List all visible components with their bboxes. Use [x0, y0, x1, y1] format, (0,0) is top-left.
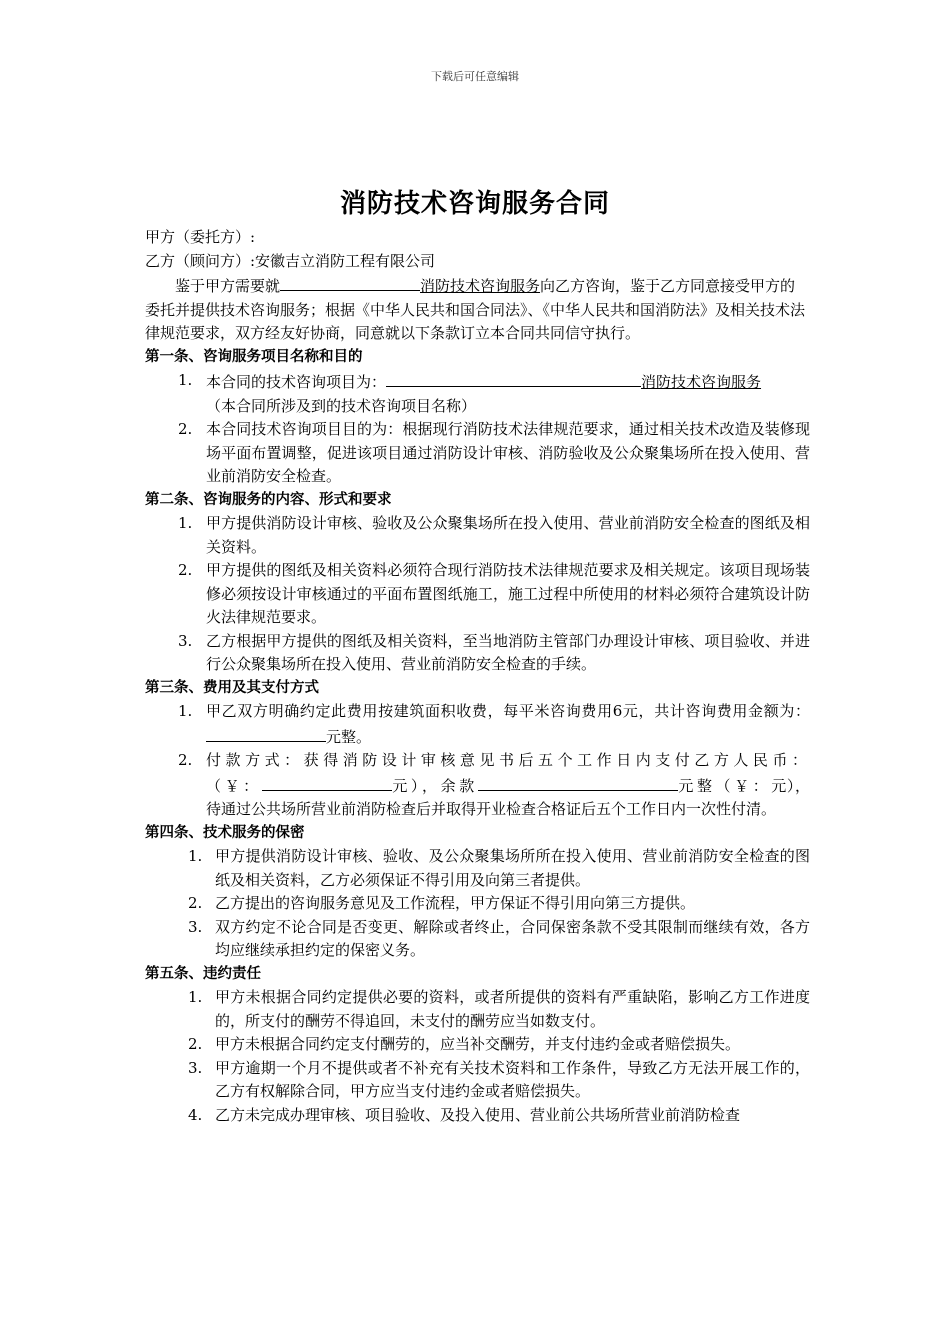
item-text: 乙方根据甲方提供的图纸及相关资料，至当地消防主管部门办理设计审核、项目验收、并进行公众聚集场所在投入使用、营业前消防安全检查的手续。: [206, 631, 810, 673]
item-text: 甲方逾期一个月不提供或者不补充有关技术资料和工作条件，导致乙方无法开展工作的，乙方有权解除合同，甲方应当支付违约金或者赔偿损失。: [215, 1058, 810, 1100]
item-text: 乙方未完成办理审核、项目验收、及投入使用、营业前公共场所营业前消防检查: [215, 1105, 741, 1124]
header-note: 下载后可任意编辑: [431, 70, 519, 83]
item-number: 2.: [178, 561, 193, 579]
item-number: 1.: [188, 988, 203, 1006]
s5-item-4: [145, 1104, 810, 1128]
party-a: 甲方（委托方）:: [145, 228, 256, 246]
s1-item-2: [145, 418, 810, 489]
section-1-heading: 第一条、咨询服务项目名称和目的: [145, 348, 363, 365]
s1-i1-note: （本合同所涉及到的技术咨询项目名称）: [206, 396, 477, 415]
s2-item-1: [145, 512, 810, 559]
contract-title: 消防技术咨询服务合同: [339, 189, 610, 219]
blank-field: [206, 724, 326, 742]
item-number: 2.: [178, 420, 193, 438]
s4-item-2: [145, 892, 810, 916]
contract-body: [145, 226, 810, 1127]
s3-i2-post: 元），待通过公共场所营业前消防检查后并取得开业检查合格证后五个工作日内一次性付清。: [206, 776, 810, 818]
item-text: 甲方提供消防设计审核、验收、及公众聚集场所所在投入使用、营业前消防安全检查的图纸及相关资料，乙方必须保证不得引用及向第三者提供。: [215, 847, 810, 889]
item-text: 乙方提出的咨询服务意见及工作流程，甲方保证不得引用向第三方提供。: [215, 894, 696, 912]
item-text: 本合同技术咨询项目目的为：根据现行消防技术法律规范要求，通过相关技术改造及装修现场平面布置调整，促进该项目通过消防设计审核、消防验收及公众聚集场所在投入使用、营业前消防安全检查。: [206, 420, 810, 485]
s4-item-1: [145, 845, 810, 892]
s3-i1-post: 元整。: [326, 727, 372, 746]
blank-field: [280, 273, 420, 291]
item-number: 3.: [178, 631, 193, 650]
item-number: 1.: [178, 702, 193, 720]
party-b: 乙方（顾问方）:安徽吉立消防工程有限公司: [145, 251, 436, 270]
item-number: 3.: [188, 1058, 203, 1077]
s3-i2-mid1: 元），余款: [391, 776, 478, 795]
intro-paragraph: [145, 273, 810, 346]
s3-item-1: [145, 700, 810, 749]
blank-field: [262, 773, 392, 791]
item-number: 1.: [188, 847, 203, 865]
s3-i2-pre: 付款方式：获得消防设计审核意见书后五个工作日内支付乙方人民币：（￥：: [206, 751, 810, 795]
s3-item-2: [145, 749, 810, 822]
s5-item-2: [145, 1033, 810, 1057]
item-number: 1.: [178, 371, 193, 389]
item-text: 双方约定不论合同是否变更、解除或者终止，合同保密条款不受其限制而继续有效，各方均应继续承担约定的保密义务。: [215, 917, 810, 959]
item-text: 甲方提供的图纸及相关资料必须符合现行消防技术法律规范要求及相关规定。该项目现场装修必须按设计审核通过的平面布置图纸施工，施工过程中所使用的材料必须符合建筑设计防火法律规范要求。: [206, 561, 810, 626]
intro-post: 向乙方咨询，鉴于乙方同意接受甲方的委托并提供技术咨询服务；根据《中华人民共和国合同法》、《中华人民共和国消防法》及相关技术法律规范要求，双方经友好协商，同意就以下条款订立本合同共同信守执行。: [145, 277, 806, 342]
s2-item-2: [145, 559, 810, 630]
s3-i1-pre: 甲乙双方明确约定此费用按建筑面积收费，每平米咨询费用6元，共计咨询费用金额为：: [206, 702, 810, 720]
item-number: 2.: [178, 751, 193, 769]
intro-service: 消防技术咨询服务: [420, 277, 541, 295]
section-2-heading: 第二条、咨询服务的内容、形式和要求: [145, 491, 392, 508]
blank-field: [386, 369, 641, 387]
s1-item-1: [145, 369, 810, 418]
item-text: 甲方未根据合同约定支付酬劳的，应当补交酬劳，并支付违约金或者赔偿损失。: [215, 1035, 741, 1053]
section-3-heading: 第三条、费用及其支付方式: [145, 679, 319, 696]
blank-field: [478, 773, 678, 791]
s5-item-3: [145, 1057, 810, 1104]
s5-item-1: [145, 986, 810, 1033]
item-number: 2.: [188, 1035, 203, 1053]
s1-i1-value: 消防技术咨询服务: [641, 373, 762, 391]
item-text: 甲方未根据合同约定提供必要的资料，或者所提供的资料有严重缺陷，影响乙方工作进度的，所支付的酬劳不得追回，未支付的酬劳应当如数支付。: [215, 988, 810, 1030]
intro-pre: 鉴于甲方需要就: [175, 277, 281, 295]
item-number: 1.: [178, 514, 193, 532]
section-4-heading: 第四条、技术服务的保密: [145, 824, 305, 841]
s4-item-3: [145, 916, 810, 963]
item-number: 2.: [188, 894, 203, 912]
item-number: 4.: [188, 1105, 203, 1124]
item-number: 3.: [188, 917, 203, 936]
s2-item-3: [145, 630, 810, 677]
item-text: 甲方提供消防设计审核、验收及公众聚集场所在投入使用、营业前消防安全检查的图纸及相关资料。: [206, 514, 810, 556]
s1-i1-pre: 本合同的技术咨询项目为：: [206, 373, 387, 391]
section-5-heading: 第五条、违约责任: [145, 965, 261, 982]
s3-i2-mid2: 元整（￥：: [677, 776, 772, 795]
